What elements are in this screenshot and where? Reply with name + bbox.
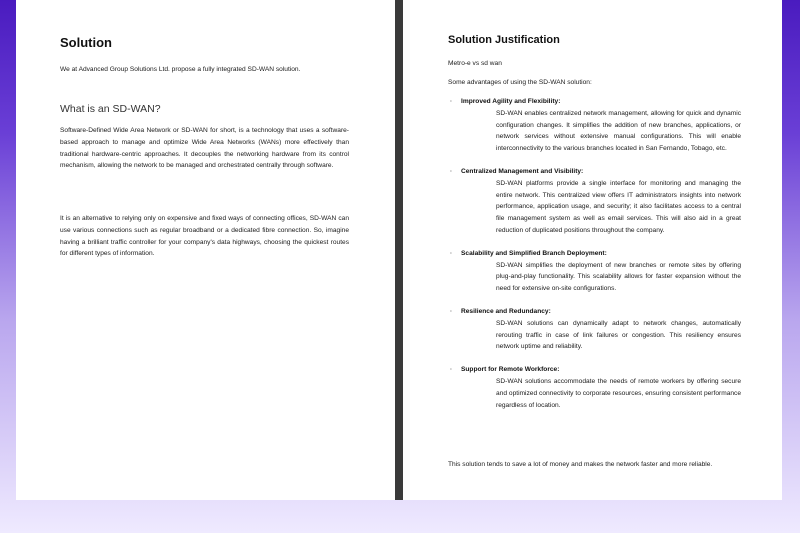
advantage-body: SD-WAN solutions can dynamically adapt to network changes, automatically rerouting traffic in case of link failures or congestion. This resiliency ensures network uptime and reliability. <box>496 319 741 351</box>
page-title: Solution Justification <box>448 34 560 46</box>
bullet-icon: · <box>450 98 453 105</box>
list-item <box>448 364 748 411</box>
section-heading: What is an SD-WAN? <box>60 103 161 115</box>
advantage-heading: · Resilience and Redundancy: <box>448 306 748 318</box>
definition-paragraph: Software-Defined Wide Area Network or SD-WAN for short, is a technology that uses a software-based approach to manage and optimize Wide Area Networks (WANs) more effectively than traditional hardware-centric approaches. It decouples the networking hardware from its control mechanism, allowing the network to be managed and orchestrated centrally through software. <box>60 127 349 170</box>
advantage-body: SD-WAN enables centralized network management, allowing for quick and dynamic configuration changes. It simplifies the addition of new branches, applications, or network services without extensive manual configurations. This will enable interconnectivity to the various branches located in San Fernando, Tobago, etc. <box>496 109 741 153</box>
advantage-body: SD-WAN platforms provide a single interface for monitoring and managing the entire network. This centralized view offers IT administrators insights into network performance, application usage, and security; it also facilitates access to a central file management system as well as email services. This will also aid in a great reduction of duplicated positions throughout the company. <box>496 179 741 234</box>
advantages-lead: Some advantages of using the SD-WAN solution: <box>448 79 592 86</box>
advantages-list <box>448 96 748 422</box>
list-item <box>448 96 748 155</box>
advantage-heading: · Support for Remote Workforce: <box>448 364 748 376</box>
page-divider <box>395 0 403 500</box>
advantage-heading: · Scalability and Simplified Branch Deployment: <box>448 248 748 260</box>
bullet-icon: · <box>450 307 453 315</box>
bullet-icon: · <box>450 249 453 257</box>
advantage-body: SD-WAN solutions accommodate the needs of remote workers by offering secure and optimized connectivity to corporate resources, ensuring consistent performance regardless of location. <box>496 377 741 409</box>
advantage-heading: · Improved Agility and Flexibility: <box>448 96 748 108</box>
alternative-paragraph: It is an alternative to relying only on expensive and fixed ways of connecting offices, SD-WAN can use various connections such as regular broadband or a dedicated fibre connection. So, imagine having a brilliant traffic controller for your company's data highways, choosing the quickest routes for different types of information. <box>60 215 349 258</box>
document-page-right <box>403 0 782 500</box>
document-page-left <box>16 0 395 500</box>
bullet-icon: · <box>450 167 453 175</box>
list-item <box>448 306 748 353</box>
advantage-heading: · Centralized Management and Visibility: <box>448 166 748 178</box>
bullet-icon: · <box>450 366 453 374</box>
closing-text: This solution tends to save a lot of money and makes the network faster and more reliable. <box>448 461 713 468</box>
subtitle-text: Metro-e vs sd wan <box>448 60 502 67</box>
intro-text: We at Advanced Group Solutions Ltd. propose a fully integrated SD-WAN solution. <box>60 66 301 73</box>
list-item <box>448 166 748 237</box>
page-title: Solution <box>60 35 112 50</box>
list-item <box>448 248 748 295</box>
advantage-body: SD-WAN simplifies the deployment of new branches or remote sites by offering plug-and-play functionality. This scalability allows for faster expansion without the need for extensive on-site configurations. <box>496 261 741 293</box>
